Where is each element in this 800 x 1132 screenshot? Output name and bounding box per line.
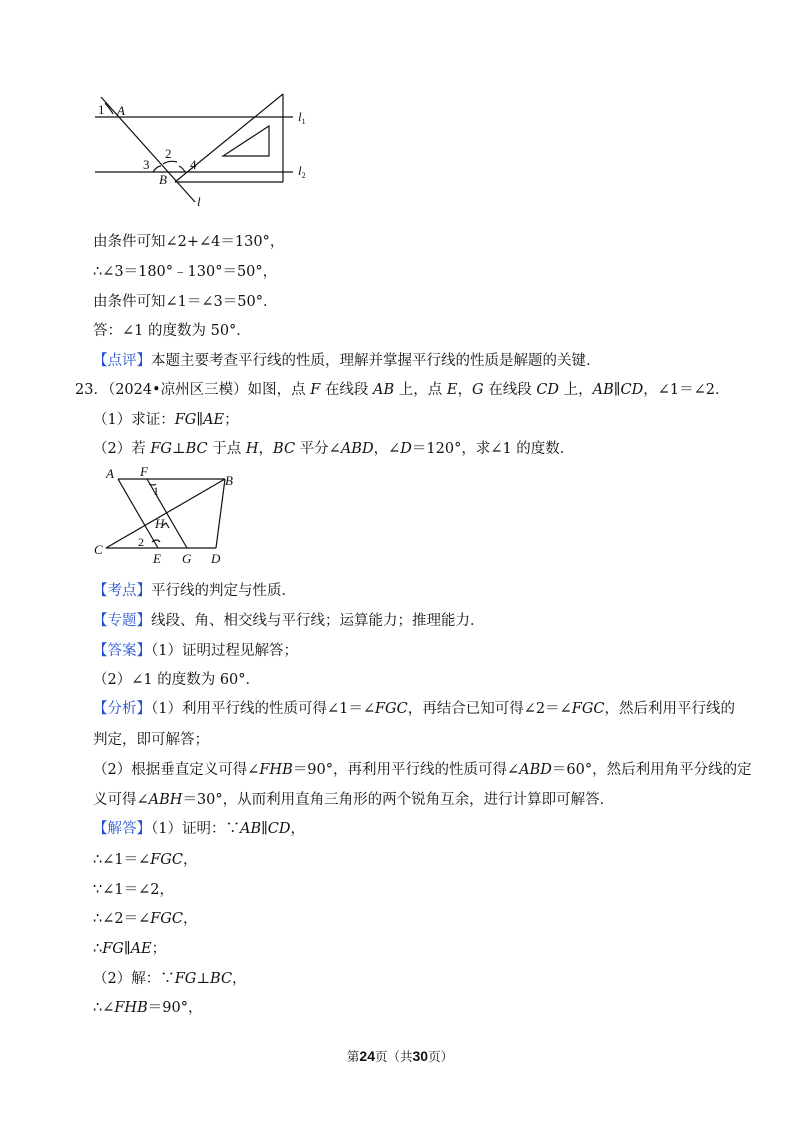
daan-line-1: 【答案】（1）证明过程见解答； bbox=[93, 643, 298, 659]
comment-tag: 【点评】 bbox=[93, 353, 151, 369]
daan-line-2: （2）∠1 的度数为 60°． bbox=[93, 672, 261, 688]
fenxi-line-1: 【分析】（1）利用平行线的性质可得∠1＝∠FGC，再结合已知可得∠2＝∠FGC，然后利用平行线的 bbox=[93, 701, 736, 717]
label-2: 2 bbox=[165, 146, 172, 161]
figure-parallel-lines-triangle bbox=[93, 92, 323, 210]
label-G: G bbox=[182, 551, 192, 566]
label-E: E bbox=[153, 551, 161, 566]
label-B: B bbox=[159, 172, 167, 187]
jieda-line-5: ∴FG∥AE； bbox=[93, 941, 167, 957]
label-H: H bbox=[155, 516, 165, 531]
jieda-line-1: 【解答】（1）证明：∵AB∥CD， bbox=[93, 821, 306, 837]
daan-tag: 【答案】 bbox=[93, 643, 151, 659]
jieda-line-2: ∴∠1＝∠FGC， bbox=[93, 852, 198, 868]
jieda-line-6: （2）解：∵FG⊥BC， bbox=[93, 971, 247, 987]
solution-answer: 答：∠1 的度数为 50°． bbox=[93, 323, 251, 339]
label-D: D bbox=[211, 551, 221, 566]
zhuanti-tag: 【专题】 bbox=[93, 613, 151, 629]
kaodian-line: 【考点】平行线的判定与性质． bbox=[93, 583, 296, 599]
label-l2: $l_2$ bbox=[298, 163, 306, 180]
transversal-l bbox=[101, 97, 195, 202]
label-C: C bbox=[94, 542, 103, 557]
question-23-stem: 23．（2024•凉州区三模）如图，点 F 在线段 AB 上，点 E，G 在线段 CD 上，AB∥CD，∠1＝∠2． bbox=[75, 382, 730, 398]
solution-line-1: 由条件可知∠2+∠4＝130°， bbox=[93, 234, 285, 250]
jieda-line-4: ∴∠2＝∠FGC， bbox=[93, 911, 198, 927]
figure-quadrilateral-abdc bbox=[90, 464, 250, 568]
segment-BD bbox=[216, 479, 225, 548]
label-1: 1 bbox=[98, 102, 105, 117]
label-B: B bbox=[225, 473, 233, 488]
label-A: A bbox=[117, 103, 125, 118]
solution-line-3: 由条件可知∠1＝∠3＝50°． bbox=[93, 294, 278, 310]
question-23-part-1: （1）求证：FG∥AE； bbox=[93, 412, 239, 428]
jieda-line-7: ∴∠FHB＝90°， bbox=[93, 1000, 203, 1016]
angle-arc-4 bbox=[179, 166, 185, 172]
label-F: F bbox=[140, 464, 148, 479]
zhuanti-line: 【专题】线段、角、相交线与平行线；运算能力；推理能力． bbox=[93, 613, 485, 629]
comment-line bbox=[93, 351, 601, 371]
page-footer: 第24页（共30页） bbox=[346, 1048, 454, 1064]
angle-arc-2 bbox=[163, 161, 177, 164]
fenxi-line-4: 义可得∠ABH＝30°，从而利用直角三角形的两个锐角互余，进行计算即可解答． bbox=[93, 792, 615, 808]
fenxi-line-2: 判定，即可解答； bbox=[93, 732, 209, 748]
label-A: A bbox=[106, 466, 114, 481]
question-23-part-2: （2）若 FG⊥BC 于点 H，BC 平分∠ABD，∠D＝120°，求∠1 的度数． bbox=[93, 441, 575, 457]
jieda-tag: 【解答】 bbox=[93, 821, 151, 837]
kaodian-tag: 【考点】 bbox=[93, 583, 151, 599]
label-l: l bbox=[197, 194, 201, 209]
page-number: 24 bbox=[359, 1048, 375, 1064]
label-l1: $l_1$ bbox=[298, 109, 306, 126]
page-total: 30 bbox=[412, 1048, 429, 1064]
label-4: 4 bbox=[190, 157, 197, 172]
comment-text: 本题主要考查平行线的性质，理解并掌握平行线的性质是解题的关键． bbox=[151, 353, 601, 369]
label-2: 2 bbox=[138, 535, 144, 549]
fenxi-tag: 【分析】 bbox=[93, 701, 151, 717]
label-1: 1 bbox=[153, 484, 159, 498]
label-3: 3 bbox=[143, 157, 150, 172]
fenxi-line-3: （2）根据垂直定义可得∠FHB＝90°，再利用平行线的性质可得∠ABD＝60°，然后利用角平分线的定 bbox=[93, 762, 752, 778]
solution-line-2: ∴∠3＝180°﹣130°＝50°， bbox=[93, 264, 278, 280]
set-square-inner-hole bbox=[223, 126, 269, 156]
jieda-line-3: ∵∠1＝∠2， bbox=[93, 882, 174, 898]
